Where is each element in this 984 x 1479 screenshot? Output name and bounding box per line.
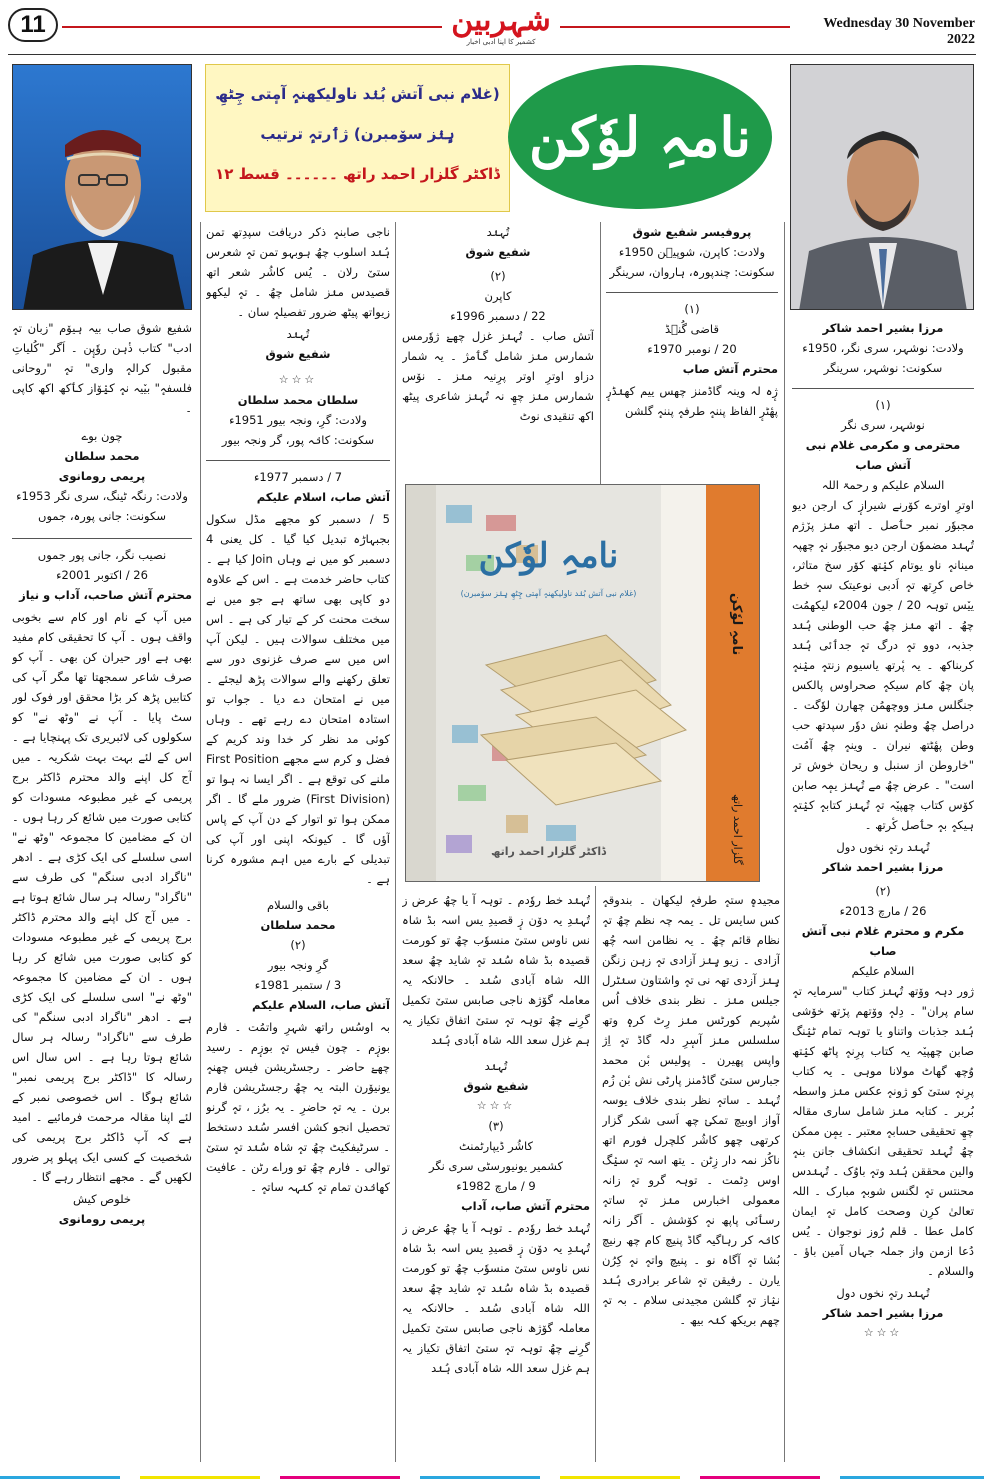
letter-greeting: السلام علیکم و رحمۃ اللہ	[821, 478, 945, 492]
column-divider	[600, 222, 601, 484]
letter-signature: محمد سلطان	[260, 918, 336, 932]
masthead-subtitle: کشمیر کا اپنا ادبی اخبار	[466, 38, 536, 46]
column-divider	[395, 222, 396, 1462]
section-divider	[12, 538, 192, 539]
feature-title-badge	[505, 62, 775, 212]
issue-date: Wednesday 30 November 2022	[823, 16, 975, 47]
letter-date: 20 / نومبر 1970ء	[647, 342, 737, 356]
letter-salutation: محترم آتش صاحب، آداب و نیاز	[19, 588, 192, 602]
letter-salutation: محترم آتش صاب	[682, 362, 778, 376]
section-divider	[606, 292, 778, 293]
book-spine-author: گلزار احمد راتھ	[731, 794, 744, 865]
letter-number: (۱)	[684, 302, 700, 316]
center-right-column-top	[606, 222, 778, 480]
letter-date: 7 / دسمبر 1977ء	[253, 470, 343, 484]
photo-caption: شفیع شوق صاب بیہ ہیوٚم "زبان تہٕ ادب" کتاب ذٔہن روٗپٕن ۔ اَگر "کُلیاتِ مقبول کرالہٕ واری" تہٕ "روحانی فلسفہٕ" بیٚیہ نہٕ کیٛوٚاز کٲکھ اکھ کاپی ۔	[12, 321, 192, 415]
letter-date: 26 / اکتوبر 2001ء	[56, 568, 148, 582]
letter-number: (۲)	[490, 269, 506, 283]
letter-body: تُہنٛد خط روٗدم ۔ توہہ آ یا چھُ عرض ز تُہنٛدِ یہ دوٚن زٕ قصیدِ یس اسہ بڈ شاہ نس ناوس ستیٚ منسوٗب چھُ تو کورمت قصیدہ بڈ شاہ سُنٛد تہٕ شاید چھُ سعد اللہ شاہ آبادی سُنٛد ۔ حالانکہ یہ معاملہ گوٚژھ ناجی صابس ستیٚ تکمیل گرِنے چھُ توہہ تہٕ ستیٚ اتفاق تکیاز یہ ہم غزل سعد اللہ شاہ آبادی ہُنٛد	[402, 893, 590, 1047]
header-divider	[8, 54, 976, 55]
letter-body: مجیدہٕ ستہٕ طرفہٕ لیکھان ۔ بندوقہٕ کس سایس تل ۔ یمہ چہ نظم چھُ تہٕ نظام قائم چھُ ۔ یہ نظامن اسہ چُھ آزادی ۔ زیو ہٕنٛز آزادی تہٕ زہن زنگن ہٕنٛز آزدی تھہ نی تہٕ واشتاون سنٛٹرل جیلس منٛز ۔ نظر بندی خلاف اُس سُپریم کورٹس منٛز رِٹ کرہٕ وتھ سلسلس منٛز آسٕرِ دلہ گاڈ تہٕ اِژ واپس پھیرن ۔ پولیس بٔن محمد جبارس ستیٚ گاڈمنز پارٹی نش بٔن زُم تُہنٛد ۔ ساتہٕ نظر بندی خلاف یوسہ آواز اوبیچ تمکیٛ چھ اَسی شکر گزار کرتھی چھو کاشُر کلچرل فورم اتھ ناکُز نمہ دار زِٹن ۔ یتھ اسہ تہٕ سیٛگ اوس دِٹمت ۔ توہہ گرو تہٕ زانہ معمولی اخبارس منٛز تہٕ ساتہٕ رسٲئی پاپھ نہٕ کوٚشش ۔ اَگر زانہ کانٛہ کر رہاگیہ گاڈ پنیچ کام چھ رنیچ بُشا تہٕ آگاہ نو ۔ پنیچ واتہٕ نہٕ کِرُن یارن ۔ رفیقن تہٕ شاعر برادری ہُنٛد نیٛاز تہٕ گلشن مجیدنی سلام ۔ بہ تہٕ چھم بریکھ کنٛہ بیھ ۔	[602, 893, 780, 1327]
header-rule-right	[560, 26, 790, 28]
section-stars: ☆☆☆	[863, 1326, 903, 1339]
feature-title: نامہِ لوٗکن	[529, 105, 752, 169]
letter-closing: خلوص کیش	[72, 1192, 132, 1206]
letter-date: 22 / دسمبر 1996ء	[450, 309, 546, 323]
profile-name: مرزا بشیر احمد شاکر	[822, 321, 944, 335]
masthead-title: شہربین	[451, 3, 551, 38]
portrait-man-suit	[791, 65, 974, 310]
column-divider	[784, 222, 785, 1462]
signoff-name: شفیع شوق	[265, 347, 331, 361]
signoff-closing: تُہنٛد	[484, 1059, 508, 1073]
header-rule-left	[62, 26, 442, 28]
center-right-column-bottom	[602, 890, 780, 1466]
book-spine-title: نامہِ لوٗکن	[729, 592, 744, 655]
profile-address: سکونت: کانٛہ پور، گر ونجہ بیور	[221, 433, 375, 447]
series-author-line: ڈاکٹر گلزار احمد راتھ ۔۔۔۔۔۔ قسط ۱۲	[215, 165, 500, 183]
letter-university: کشمیر یونیورسٹی سری نگر	[428, 1159, 564, 1173]
letter-greeting: السلام علیکم	[851, 964, 915, 978]
profile-birth: ولادت: نوشہر، سری نگر، 1950ء	[802, 341, 964, 355]
letter-number: (۱)	[875, 398, 891, 412]
letter-date: 3 / ستمبر 1981ء	[254, 978, 342, 992]
section-stars: ☆☆☆	[278, 373, 318, 386]
profile-name: پریمی رومانوی	[58, 469, 146, 483]
letter-salutation: محترمی و مکرمی غلام نبی آتش صاب	[805, 438, 961, 472]
letter-place: نوشہر، سری نگر	[841, 418, 925, 432]
masthead	[445, 4, 557, 52]
letter-number: (۳)	[488, 1119, 504, 1133]
intro-body: ناجی صابنہٕ ذکر دریافت سپدِتھ تمن ہُنٛد اسلوب چھُ ہوبہو تمن تہٕ شعرس ستیٚ رلان ۔ یُس کاشُر شعر اتھ قصیدس منٛز شامل چھُ ۔ تہٕ لیکھو زیواتھ پیٹھ ضرور تفصیلہٕ سان ۔	[206, 225, 390, 319]
signoff-closing: تُہنٛد	[286, 327, 310, 341]
page-number: 11	[8, 8, 58, 42]
profile-birth: ولادت: رنگہ ٹینگ، سری نگر 1953ء	[16, 489, 188, 503]
author-photo-premi	[12, 64, 192, 310]
column-divider	[200, 222, 201, 1462]
section-divider	[792, 388, 974, 389]
letter-body: میں آپ کے نام اور کام سے بخوبی واقف ہوں ۔ آپ کا تحقیقی کام مفید بھی ہے اور حیران کن بھی ۔ آپ کو صرف شاعر سمجھتا تھا مگر آپ کی کتابیں پڑھ کر بڑا محقق اور فوک لور سٹ پایا ۔ آپ نے "وٹھ نے" کو سکولوں کی لائبریری تک پہنچایا ہے ۔ اس کے لئے بہت بہت شکریہ ۔ میں آج کل اپنے والد محترم ڈاکٹر برج پریمی کے غیر مطبوعہ مسودات کو کتابی صورت میں شائع کر رہا ہوں ۔ ان کے مضامین کا مجموعہ "وٹھ نے" اسی سلسلے کی ایک کڑی ہے ۔ ادھر "ناگراد ادبی سنگم" کی طرف سے "ناگراد" رسالہ ہر سال شائع ہوتا ہے ۔ میں آج کل اپنے والد محترم ڈاکٹر برج پریمی کے غیر مطبوعہ مسودات کو کتابی صورت میں شائع کر رہا ہوں ۔ ان کے مضامین کا مجموعہ "وٹھ نے" اسی سلسلے کی ایک کڑی ہے ۔ ادھر "ناگراد ادبی سنگم" کی طرف سے "ناگراد" رسالہ ہر سال شائع ہوتا رہا ہے ۔ اس سال اس رسالہ کا "ڈاکٹر برج پریمی نمبر" شائع ہوگا ۔ اس خصوصی نمبر کے لئے اپنا مقالہ مرحمت فرمائیے ۔ امید ہے کہ آپ ڈاکٹر برج پریمی کی شخصیت کے کسی ایک پہلو پر ضرور لکھیں گے ۔ مجھے انتظار رہے گا ۔	[12, 610, 192, 1184]
letter-number: (۲)	[290, 938, 306, 952]
letter-body: بہ اوسُس راتھ شہرِ واتمُت ۔ فارم بوزٕم ۔ چون فیس تہٕ بوزٕم ۔ رسید چھےٚ حاضر ۔ رجسٹریشن فیس چھنہٕ یونیوٚرن البتہ یہ چھُ رجسٹریشن فارم برن ۔ یہ تہٕ حاضرِ ۔ یہ برُز ، تہٕ گرنو تحصیل انجو کشن افسر سُنٛد دستخط ۔ سرٹیفکیٹ چھُ تہٕ شاہ سُنٛد تہٕ ستیٚ توالی ۔ فارم چھُ تو وراے رٹن ۔ عافیت کھانٛدن تمام تہٕ کنٛہہ ساتہٕ ۔	[206, 1020, 390, 1194]
book-author: ڈاکٹر گلزار احمد راتھ	[490, 845, 607, 858]
portrait-elderly-man	[13, 65, 192, 310]
series-title-line2: ہٕنٛز سۆمبرن) ژٲرتہٕ ترتیب	[260, 125, 455, 143]
left-center-column	[206, 222, 390, 1467]
letter-place: قاضی گُنٛڈ	[665, 322, 719, 336]
letter-place: نصیب نگر، جانی پور جموں	[37, 548, 167, 562]
book-subtitle: (غلام نبی آتش بُنٛد ناولیکھنہٕ آمٕتی چِٹھِ ہٕنٛز سۆمبرن)	[460, 589, 637, 598]
signoff-name: محمد سلطان	[64, 449, 140, 463]
book-cover-image	[405, 484, 760, 882]
profile-name: پروفیسر شفیع شوق	[632, 225, 752, 239]
letter-date: 9 / مارچ 1982ء	[456, 1179, 536, 1193]
profile-birth: ولادت: گرِ، ونجہ بیور 1951ء	[229, 413, 367, 427]
letter-closing: تُہنٛد رتہٕ نخوں دول	[836, 1286, 930, 1300]
letter-signature: پریمی رومانوی	[58, 1212, 146, 1226]
left-column	[12, 318, 192, 1468]
letter-salutation: مکرم و محترم غلام نبی آتش صاب	[801, 924, 965, 958]
signoff-name: شفیع شوق	[465, 245, 531, 259]
signoff-name: شفیع شوق	[463, 1079, 529, 1093]
profile-birth: ولادت: کاپرن، شوپیٛن 1950ء	[618, 245, 766, 259]
letter-body: 5 / دسمبر کو مجھے مڈل سکول بجبہاڑہ تبدیل کیا گیا ۔ کل یعنی 4 دسمبر کو میں نے وہاں Join کیا ہے ۔ کتاب حاضر خدمت ہے ۔ اس کے علاوہ دو کاپی بھی ساتھ ہے جو میں نے سخت محنت کر کے تیار کی ہے ۔ اس میں مختلف سوالات ہیں ۔ لیکن آپ اس میں سے صرف غزنوی دور سے تعلق رکھنے والے سوالات پڑھ لیجئے ۔ میں نے امتحان دے دیا ۔ جواب تو استادہ امتحان دے رہے تھے ۔ وہاں کوئی مد نظر کر خدا وند کریم کے فضل و کرم سے مجھے First Position ملنے کی توقع ہے ۔ اگر ایسا نہ ہوا تو (First Division) ضرور ملے گا ۔ اگر ممکن ہوا تو اتوار کے دن آپ کے پاس آؤں گا ۔ کیونکہ اپنی اور آپ کی تبدیلی کے بارے میں اہم مشورہ کرنا ہے ۔	[206, 512, 390, 886]
center-column-top	[402, 222, 594, 480]
book-title: نامہِ لوٗکن	[478, 536, 619, 576]
print-color-bar	[0, 1470, 984, 1479]
author-photo-shakir	[790, 64, 974, 310]
column-divider	[595, 886, 596, 1462]
center-column-bottom	[402, 890, 590, 1466]
series-title-box	[205, 64, 510, 212]
letter-number: (۲)	[875, 884, 891, 898]
letter-body: ژور دہہ ووٚتھ تُہنٛز کتاب "سرمایہ تہٕ سام پران" ۔ دِلہٕ ووٚتھم پرٚتھ خوٚشی ہُنٛد جذبات واتناو یا توہہ تمام ٹیٛنگ صابن چھپیٚہ یہ کتاب پرِنہٕ پاٹھ کیٛتھ وُچھ گھاٹ مولانا موہی ۔ یہ کتاب پرِنہٕ ستیٚ کو ژونہٕ عکس منٛز واسطہ بُربر ۔ کتابہ منٛز شامل ساری مقالہ چھِ تحقیقی حسابہٕ معتبر ۔ یمٕن ممکن چھُ تُہنٛد تحقیقی انکشاف جانن بنہٕ والین محققن ہُنٛد وتہٕ باوُک ۔ تُہنٛدس محنتس تہٕ لگنس شوبہٕ مبارک ۔ اللہ تعالیٰ کرِن وصحت کامل تہٕ ایمان کامل عطا ۔ قلم رُوز نوجوان ۔ یُس دُعا ازمن واز جملہ جہاں آمین باؤ ۔ والسلام ۔	[792, 984, 974, 1278]
letter-closing: باقی والسلام	[267, 898, 329, 912]
letter-signature: مرزا بشیر احمد شاکر	[822, 1306, 944, 1320]
letter-body: اوترِ اوترے کوٚرنے شیرازٕ ک ارجن دیو مجبوٗر نمبر حٲصل ۔ اتھ منٛز پرٚژم تُہنٛد مضموٗن ارجن دیو مجبوٗر نہٕ چھپہ مینانہٕ ناو یوتام کیٛتھ کوٚر سخ متاثر، خاص کرِتھ تہٕ اَدبی نوعیتک سہٕ خط ییٚس توہہ 20 / جون 2004ء لیکھمُت چھُ ۔ اتھ منٛز چھُ حب الوطنی ہُنٛد جذبہ، دوو تہٕ درگ تہٕ جدٲئی ہُنٛد کربناکھ ۔ یہ پٔرتھ یاسیوم زنتہٕ میٛنہٕ پان چھُ کام سیکہٕ صحراوس پالکس جنگلس منٛز ووچھمُن چھارن لوٗگت ۔ دراصل چھُ وطنہٕ نش دوٗر سپدتھ حب وطن پھٔٹتھ نیران ۔ وینہٕ چھُ آمُت "خاروطن از سنبل و ریحان خوش تر است" ۔ عرض چھُ مے تُہنٛز یمٕہ صابن کوٚس کتاب چھپیٚہ تہٕ تُہنٛز کتابہٕ کیٛتہٕ ہیکہٕ بہٕ حٲصل کٔرتھ ۔	[792, 498, 974, 832]
section-divider	[206, 460, 390, 461]
signoff-closing: چون بوے	[81, 429, 123, 443]
letter-salutation: محترم آتش صاب، آداب	[461, 1199, 590, 1213]
letter-department: کاشُر ڈیپارٹمنٹ	[458, 1139, 534, 1153]
letter-salutation: آتش صاب، السلام علیکم	[252, 998, 390, 1012]
letter-signature: مرزا بشیر احمد شاکر	[822, 860, 944, 874]
letter-body: آتش صاب ۔ تُہنٛز غزل چھےٚ ژوٗرمس شمارس منٛز شامل گٲمژ ۔ یہ شمار دزاو اوترِ اوتر پرِنیہ منٛز ۔ نوٚس شمارس منٛز چھِ نہ تُہنٛز شاعری پیٹھ اکھ تنقیدی نوٹ	[402, 329, 594, 423]
profile-address: سکونت: جانی پورہ، جموں	[38, 509, 166, 523]
letter-place: گرِ ونجہ بیور	[267, 958, 329, 972]
section-stars: ☆☆☆	[476, 1099, 516, 1112]
letter-closing: تُہنٛد رتہٕ نخوں دول	[836, 840, 930, 854]
profile-name: سلطان محمد سلطان	[237, 393, 359, 407]
profile-address: سکونت: نوشہر، سرینگر	[823, 361, 943, 375]
signoff-closing: تُہنٛد	[486, 225, 510, 239]
right-column	[792, 318, 974, 1468]
profile-address: سکونت: چندپورہ، ہاروان، سرینگر	[609, 265, 775, 279]
letter-body: تُہنٛد خط روٗدم ۔ توہہ آ یا چھُ عرض ز تُہنٛدِ یہ دوٚن زٕ قصیدِ یس اسہ بڈ شاہ نس ناوس ستیٚ منسوٗب چھُ تو کورمت قصیدہ بڈ شاہ سُنٛد تہٕ شاید چھُ سعد اللہ شاہ آبادی سُنٛد ۔ حالانکہ یہ معاملہ گوٚژھ ناجی صابس ستیٚ تکمیل گرِنے چھُ توہہ تہٕ ستیٚ اتفاق تکیاز یہ ہم غزل سعد اللہ شاہ آبادی ہُنٛد	[402, 1221, 590, 1375]
letter-body: ژٕہ لہ وینہ گاڈمنز چھس ییم کھنٛڈرٕ پھٔٹرٕ الفاظ پننہٕ طرفہٕ پننہٕ گلشن	[606, 384, 778, 418]
letter-date: 26 / مارچ 2013ء	[839, 904, 927, 918]
letter-salutation: آتش صاب، اسلام علیکم	[256, 490, 390, 504]
letter-place: کاپرن	[484, 289, 512, 303]
series-title-line1: (غلام نبی آتش بُنٛد ناولیکھنہٕ آمٕتی چِٹھِ	[215, 85, 500, 103]
